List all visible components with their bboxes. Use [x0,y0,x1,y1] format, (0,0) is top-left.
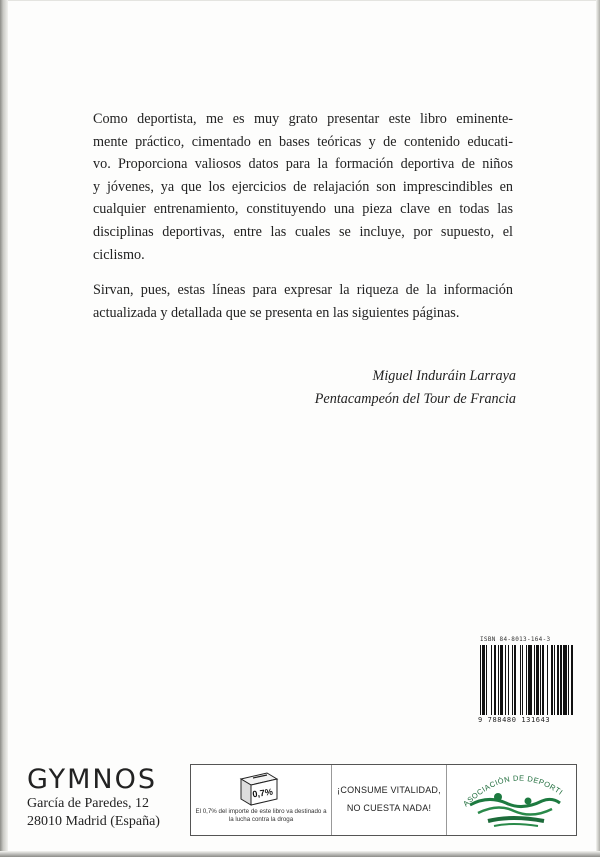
scan-edge-right [596,0,600,857]
association-panel [448,765,576,835]
slogan-line2: NO CUESTA NADA! [346,803,432,813]
promo-strip [190,764,577,836]
signature-name: Miguel Induráin Larraya [372,368,516,384]
signature-title: Pentacampeón del Tour de Francia [314,391,516,407]
scan-edge-bottom [0,851,600,857]
text-line: disciplinas deportivas, entre las cuales se incluye, por supuesto, el [93,223,513,240]
text-line: vo. Proporciona valiosos datos para la formación deportiva de niños [93,156,513,173]
association-logo-text: ASOCIACIÓN DE DEPORTI [461,773,565,809]
text-line: mente práctico, cimentado en bases teóricas y de contenido educati- [93,133,513,150]
text-line: Sirvan, pues, estas líneas para expresar la riqueza de la información [93,282,513,298]
publisher-address-line1: García de Paredes, 12 [27,796,150,811]
text-line: cualquier entrenamiento, constituyendo una pieza clave en todas las [93,201,513,218]
isbn-label: ISBN 84-8013-164-3 [480,636,551,643]
text-line: y jóvenes, ya que los ejercicios de relajación son imprescindibles en [93,178,513,195]
isbn-digits: 9 788480 131643 [478,716,551,724]
slogan-line1: ¡CONSUME VITALIDAD, [337,785,441,795]
barcode-bars-icon [480,645,574,715]
association-logo-icon [448,765,576,835]
intro-paragraph [93,108,513,266]
donation-panel [191,765,332,835]
text-line: Como deportista, me es muy grato presentar este libro eminente- [93,111,513,127]
slogan-panel [332,765,447,835]
scan-edge-left [0,0,8,857]
text-line: ciclismo. [93,246,145,263]
isbn-barcode [478,636,576,728]
publisher-block [27,765,160,831]
barcode-bar [573,645,574,715]
publisher-address-line2: 28010 Madrid (España) [27,814,160,829]
donation-box-icon [237,769,283,807]
publisher-name: GYMNOS [27,764,157,795]
donation-note: El 0,7% del importe de este libro va destinado a la lucha contra la droga [195,808,327,823]
text-line: actualizada y detallada que se presenta en las siguientes páginas. [93,304,460,321]
closing-paragraph [93,279,513,324]
percent-label: 0,7% [251,786,274,800]
